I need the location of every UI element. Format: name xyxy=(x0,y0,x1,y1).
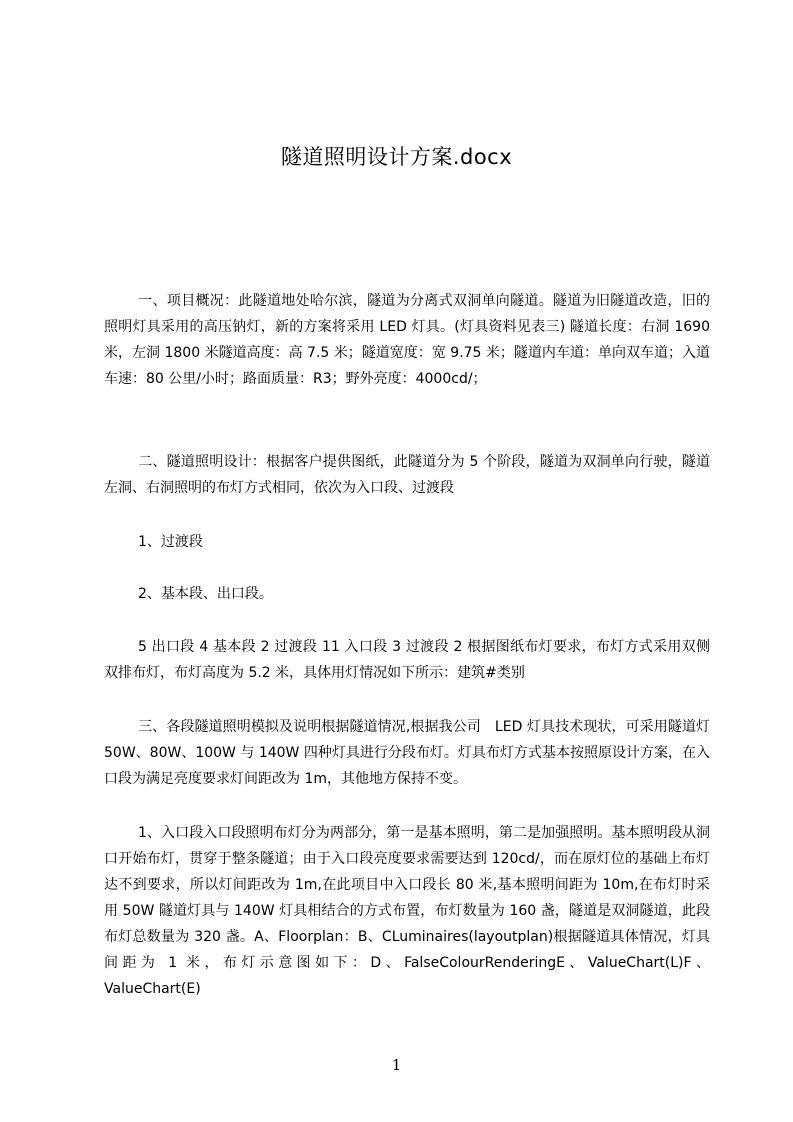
paragraph-text: 三、各段隧道照明模拟及说明根据隧道情况,根据我公司 LED 灯具技术现状，可采用隧道灯 50W、80W、100W 与 140W 四种灯具进行分段布灯。灯具布灯方式基本按照原设计方案，在入口段为满足亮度要求灯间距改为 1m，其他地方保持不变。 xyxy=(104,719,710,787)
paragraph-text: 二、隧道照明设计：根据客户提供图纸，此隧道分为 5 个阶段，隧道为双洞单向行驶，隧道左洞、右洞照明的布灯方式相同，依次为入口段、过渡段 xyxy=(104,454,710,496)
paragraph-text: 一、项目概况：此隧道地处哈尔滨，隧道为分离式双洞单向隧道。隧道为旧隧道改造，旧的照明灯具采用的高压钠灯，新的方案将采用 LED 灯具。(灯具资料见表三) 隧道长度：右洞 1690 米，左洞 1800 米隧道高度：高 7.5 米；隧道宽度：宽 9.75 米；隧道内车道：单向双车道；入道车速：80 公里/小时；路面质量：R3；野外亮度：4000cd/； xyxy=(104,293,710,387)
paragraph-basic-exit-section xyxy=(104,581,710,607)
paragraph-simulation-description xyxy=(104,714,710,792)
paragraph-lighting-design xyxy=(104,449,710,501)
paragraph-project-overview xyxy=(104,288,710,392)
document-title: 隧道照明设计方案.docx xyxy=(280,145,513,169)
paragraph-text: 1、过渡段 xyxy=(138,534,203,550)
page-number: 1 xyxy=(391,1056,402,1074)
paragraph-transition-section xyxy=(104,529,710,555)
paragraph-entrance-section xyxy=(104,820,710,1002)
paragraph-text: 2、基本段、出口段。 xyxy=(138,586,273,602)
paragraph-layout-requirements xyxy=(104,634,710,686)
paragraph-text: 5 出口段 4 基本段 2 过渡段 11 入口段 3 过渡段 2 根据图纸布灯要求，布灯方式采用双侧双排布灯，布灯高度为 5.2 米，具体用灯情况如下所示：建筑#类别 xyxy=(104,639,710,681)
paragraph-text: 1、入口段入口段照明布灯分为两部分，第一是基本照明，第二是加强照明。基本照明段从洞口开始布灯，贯穿于整条隧道；由于入口段亮度要求需要达到 120cd/，而在原灯位的基础上布灯达不到要求，所以灯间距改为 1m,在此项目中入口段长 80 米,基本照明间距为 10m,在布灯时采用 50W 隧道灯具与 140W 灯具相结合的方式布置，布灯数量为 160 盏，隧道是双洞隧道，此段布灯总数量为 320 盏。A、Floorplan：B、CLuminaires(layoutplan)根据隧道具体情况，灯具间距为 1 米，布灯示意图如下：D、FalseColourRenderingE、ValueChart(L)F、ValueChart(E) xyxy=(104,825,710,997)
